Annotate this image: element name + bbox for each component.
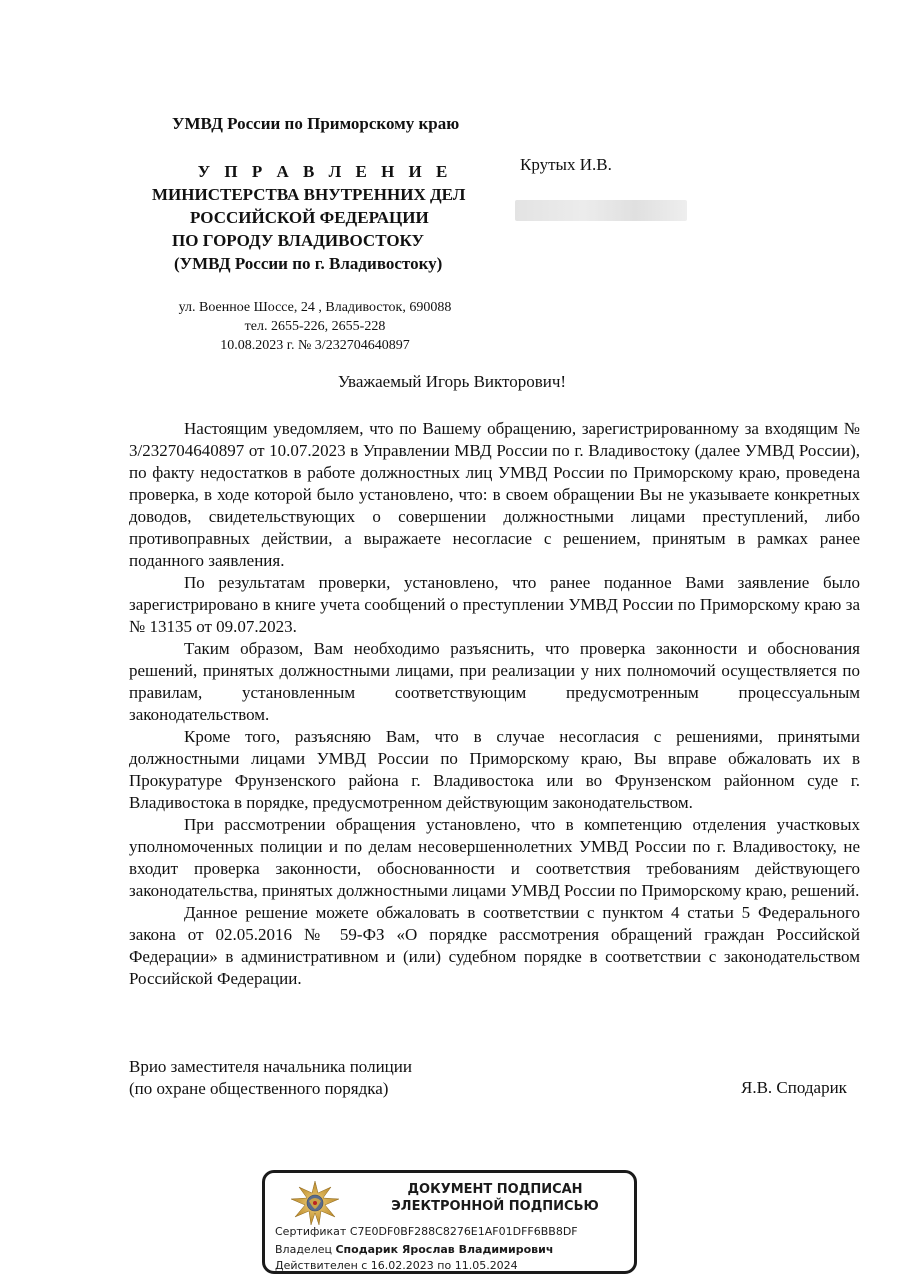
address-line: ул. Военное Шоссе, 24 , Владивосток, 690088: [178, 300, 452, 315]
header-line-1: У П Р А В Л Е Н И Е: [197, 162, 453, 181]
owner-value: Сподарик Ярослав Владимирович: [335, 1243, 554, 1256]
top-organization: УМВД России по Приморскому краю: [172, 114, 460, 133]
police-emblem-icon: [285, 1179, 345, 1229]
paragraph-5: При рассмотрении обращения установлено, что в компетенцию отделения участковых уполномоченных полиции и по делам несовершеннолетних УМВД России по г. Владивостоку, не входит проверка законности, обоснованности и соответствия требованиям действующего законодательства, принятых должностными лицами УМВД России по Приморскому краю, решений.: [129, 815, 860, 900]
stamp-title-line-1: ДОКУМЕНТ ПОДПИСАН: [407, 1182, 583, 1197]
signer-title-line-1: Врио заместителя начальника полиции: [129, 1057, 412, 1076]
letter-body: [129, 418, 860, 990]
electronic-signature-stamp: [262, 1170, 637, 1274]
phone-line: тел. 2655-226, 2655-228: [244, 319, 386, 334]
department-address: [150, 298, 480, 355]
paragraph-1: Настоящим уведомляем, что по Вашему обращению, зарегистрированному за входящим № 3/232704640897 от 10.07.2023 в Управлении МВД России по г. Владивостоку (далее УМВД России), по факту недостатков в работе должностных лиц УМВД России по Приморскому краю, проведена проверка, в ходе которой было установлено, что: в своем обращении Вы не указываете конкретных доводов, свидетельствующих о совершении должностными лицами преступлений, либо противоправных действии, а выражаете несогласие с решением, принятым в рамках ранее поданного заявления.: [129, 419, 860, 570]
header-line-4: ПО ГОРОДУ ВЛАДИВОСТОКУ: [172, 231, 425, 250]
date-number-line: 10.08.2023 г. № 3/232704640897: [220, 338, 410, 353]
paragraph-6: Данное решение можете обжаловать в соответствии с пунктом 4 статьи 5 Федерального закона от 02.05.2016 № 59-ФЗ «О порядке рассмотрения обращений граждан Российской Федерации» в административном и (или) судебном порядке в соответствии с законодательством Российской Федерации.: [129, 903, 860, 988]
redacted-address: [515, 200, 687, 221]
certificate-line: [275, 1225, 578, 1238]
owner-label: Владелец: [275, 1243, 332, 1256]
salutation: Уважаемый Игорь Викторович!: [337, 372, 567, 391]
signer-name: Я.В. Сподарик: [741, 1078, 847, 1097]
signer-title-line-2: (по охране общественного порядка): [129, 1079, 389, 1098]
department-header: [140, 160, 510, 275]
stamp-title: [355, 1181, 635, 1215]
stamp-title-line-2: ЭЛЕКТРОННОЙ ПОДПИСЬЮ: [391, 1199, 599, 1214]
paragraph-2: По результатам проверки, установлено, что ранее поданное Вами заявление было зарегистрировано в книге учета сообщений о преступлении УМВД России по Приморскому краю за № 13135 от 09.07.2023.: [129, 573, 860, 636]
signer-title: [129, 1056, 412, 1100]
validity-line: Действителен с 16.02.2023 по 11.05.2024: [275, 1259, 518, 1272]
certificate-value: C7E0DF0BF288C8276E1AF01DFF6BB8DF: [349, 1225, 578, 1238]
paragraph-3: Таким образом, Вам необходимо разъяснить, что проверка законности и обоснования решений, принятых должностными лицами, при реализации у них полномочий осуществляется по правилам, установленным соответствующим предусмотренным процессуальным законодательством.: [129, 639, 860, 724]
certificate-label: Сертификат: [275, 1225, 347, 1238]
header-line-3: РОССИЙСКОЙ ФЕДЕРАЦИИ: [190, 208, 429, 227]
header-line-2: МИНИСТЕРСТВА ВНУТРЕННИХ ДЕЛ: [152, 185, 466, 204]
paragraph-4: Кроме того, разъясняю Вам, что в случае несогласия с решениями, принятыми должностными лицами УМВД России по Приморскому краю, Вы вправе обжаловать их в Прокуратуре Фрунзенского района г. Владивостока или во Фрунзенском районном суде г. Владивостока в порядке, предусмотренном действующим законодательством.: [129, 727, 860, 812]
header-line-5: (УМВД России по г. Владивостоку): [174, 254, 443, 273]
addressee-name: Крутых И.В.: [520, 155, 612, 174]
owner-line: [275, 1243, 553, 1256]
